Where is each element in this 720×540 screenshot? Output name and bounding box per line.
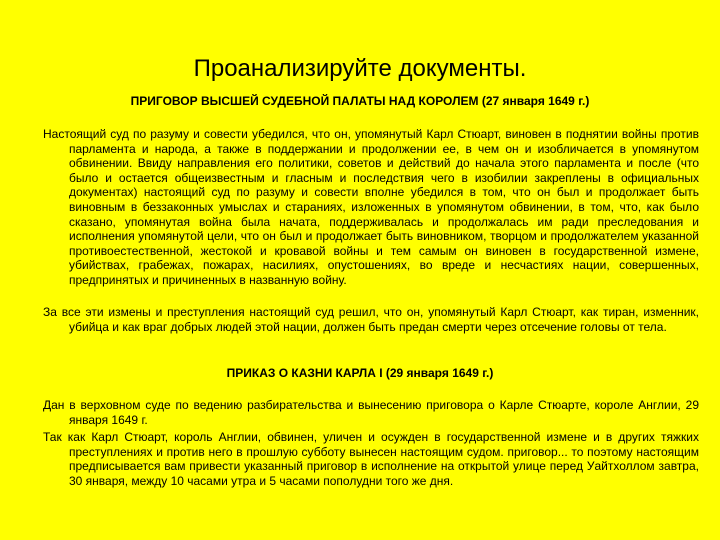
document-2-heading: ПРИКАЗ О КАЗНИ КАРЛА I (29 января 1649 г.) <box>226 366 494 380</box>
document-1-heading: ПРИГОВОР ВЫСШЕЙ СУДЕБНОЙ ПАЛАТЫ НАД КОРОЛЕМ (27 января 1649 г.) <box>130 94 590 108</box>
document-1-paragraph-2: За все эти измены и преступления настоящий суд решил, что он, упомянутый Карл Стюарт, как тиран, изменник, убийца и как враг добрых людей этой нации, должен быть предан смерти через отсечение головы от тела. <box>43 305 699 334</box>
document-2-paragraph-1: Дан в верховном суде по ведению разбирательства и вынесению приговора о Карле Стюарте, короле Англии, 29 января 1649 г. <box>43 398 699 427</box>
document-1-paragraph-1: Настоящий суд по разуму и совести убедился, что он, упомянутый Карл Стюарт, виновен в поднятии войны против парламента и народа, а также в поддержании и продолжении ее, в чем он и изобличается в упомянутом обвинении. Ввиду направления его политики, советов и действий до начала этого парламента и после (что было и остается общеизвестным и гласным и последствия чего в изобилии закреплены в официальных документах) настоящий суд по разуму и совести вполне убедился в том, что он был и продолжает быть виновным в беззаконных умыслах и стараниях, изложенных в упомянутом обвинении, в том, что, как было сказано, упомянутая война была начата, поддерживалась и продолжалась им ради преследования и исполнения упомянутой цели, что он был и продолжает быть виновником, творцом и продолжателем указанной противоестественной, жестокой и кровавой войны и тем самым он виновен в государственной измене, убийствах, грабежах, пожарах, насилиях, опустошениях, во вреде и несчастиях нации, совершенных, предпринятых и причиненных в названную войну. <box>43 127 699 287</box>
slide-title: Проанализируйте документы. <box>193 55 527 82</box>
document-2-paragraph-2: Так как Карл Стюарт, король Англии, обвинен, уличен и осужден в государственной измене и в других тяжких преступлениях и против него в прошлую субботу вынесен настоящим судом. приговор... то поэтому настоящим предписывается вам привести указанный приговор в исполнение на открытой улице перед Уайтхоллом завтра, 30 января, между 10 часами утра и 5 часами пополудни того же дня. <box>43 430 699 488</box>
